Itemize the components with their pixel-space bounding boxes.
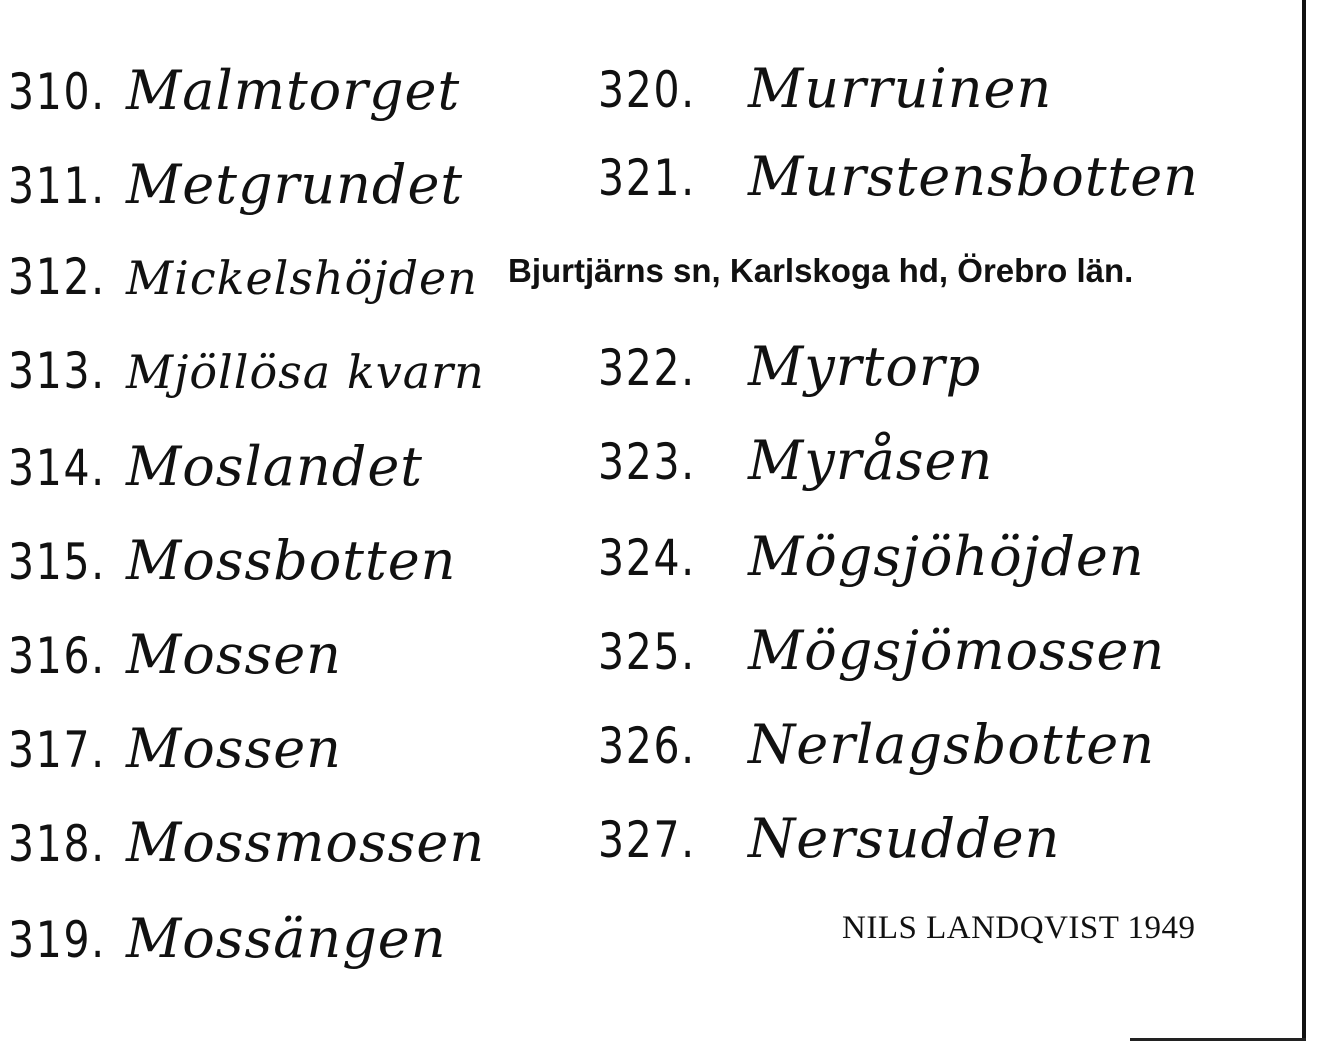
entry-number: 317. [8, 721, 106, 779]
place-entry [8, 153, 464, 216]
place-entry [8, 59, 461, 122]
place-entry [598, 429, 994, 492]
entry-number: 325. [598, 623, 696, 681]
entry-name: Mossmossen [126, 811, 486, 874]
entry-name: Myrtorp [748, 335, 982, 398]
place-entry [8, 623, 342, 686]
entry-name: Mögsjömossen [748, 619, 1166, 682]
entry-number: 312. [8, 248, 106, 306]
entry-number: 322. [598, 339, 696, 397]
card-right-edge [1302, 0, 1306, 1040]
place-entry [598, 807, 1061, 870]
place-entry [8, 435, 423, 498]
entry-number: 321. [598, 149, 696, 207]
entry-number: 318. [8, 815, 106, 873]
place-entry [8, 907, 447, 970]
entry-name: Malmtorget [126, 59, 461, 122]
entry-name: Mickelshöjden [126, 251, 478, 305]
entry-name: Mossbotten [126, 529, 457, 592]
entry-number: 310. [8, 63, 106, 121]
entry-name: Myråsen [748, 429, 994, 492]
entry-number: 314. [8, 439, 106, 497]
place-entry [598, 525, 1145, 588]
author-signature: NILS LANDQVIST 1949 [842, 910, 1196, 946]
place-entry [598, 619, 1166, 682]
place-entry [8, 717, 342, 780]
entry-number: 316. [8, 627, 106, 685]
place-entry [598, 335, 982, 398]
entry-name: Moslandet [126, 435, 423, 498]
entry-number: 324. [598, 529, 696, 587]
entry-number: 320. [598, 61, 696, 119]
entry-name: Mossängen [126, 907, 447, 970]
place-entry [598, 145, 1199, 208]
entry-number: 326. [598, 717, 696, 775]
entry-name: Mossen [126, 623, 342, 686]
entry-name: Nerlagsbotten [748, 713, 1155, 776]
entry-number: 315. [8, 533, 106, 591]
place-entry [8, 529, 457, 592]
entry-number: 313. [8, 342, 106, 400]
parish-label: Bjurtjärns sn, Karlskoga hd, Örebro län. [508, 252, 1134, 289]
entry-number: 311. [8, 157, 106, 215]
place-entry [598, 57, 1053, 120]
entry-name: Mögsjöhöjden [748, 525, 1145, 588]
place-entry [8, 811, 486, 874]
entry-name: Metgrundet [126, 153, 464, 216]
entry-name: Murstensbotten [748, 145, 1199, 208]
card-bottom-edge [1130, 1038, 1306, 1041]
entry-number: 327. [598, 811, 696, 869]
place-entry [598, 713, 1155, 776]
place-entry [8, 342, 485, 400]
entry-name: Mjöllösa kvarn [126, 345, 485, 399]
entry-name: Murruinen [748, 57, 1053, 120]
entry-number: 323. [598, 433, 696, 491]
entry-name: Nersudden [748, 807, 1061, 870]
entry-number: 319. [8, 911, 106, 969]
place-entry [8, 248, 478, 306]
entry-name: Mossen [126, 717, 342, 780]
